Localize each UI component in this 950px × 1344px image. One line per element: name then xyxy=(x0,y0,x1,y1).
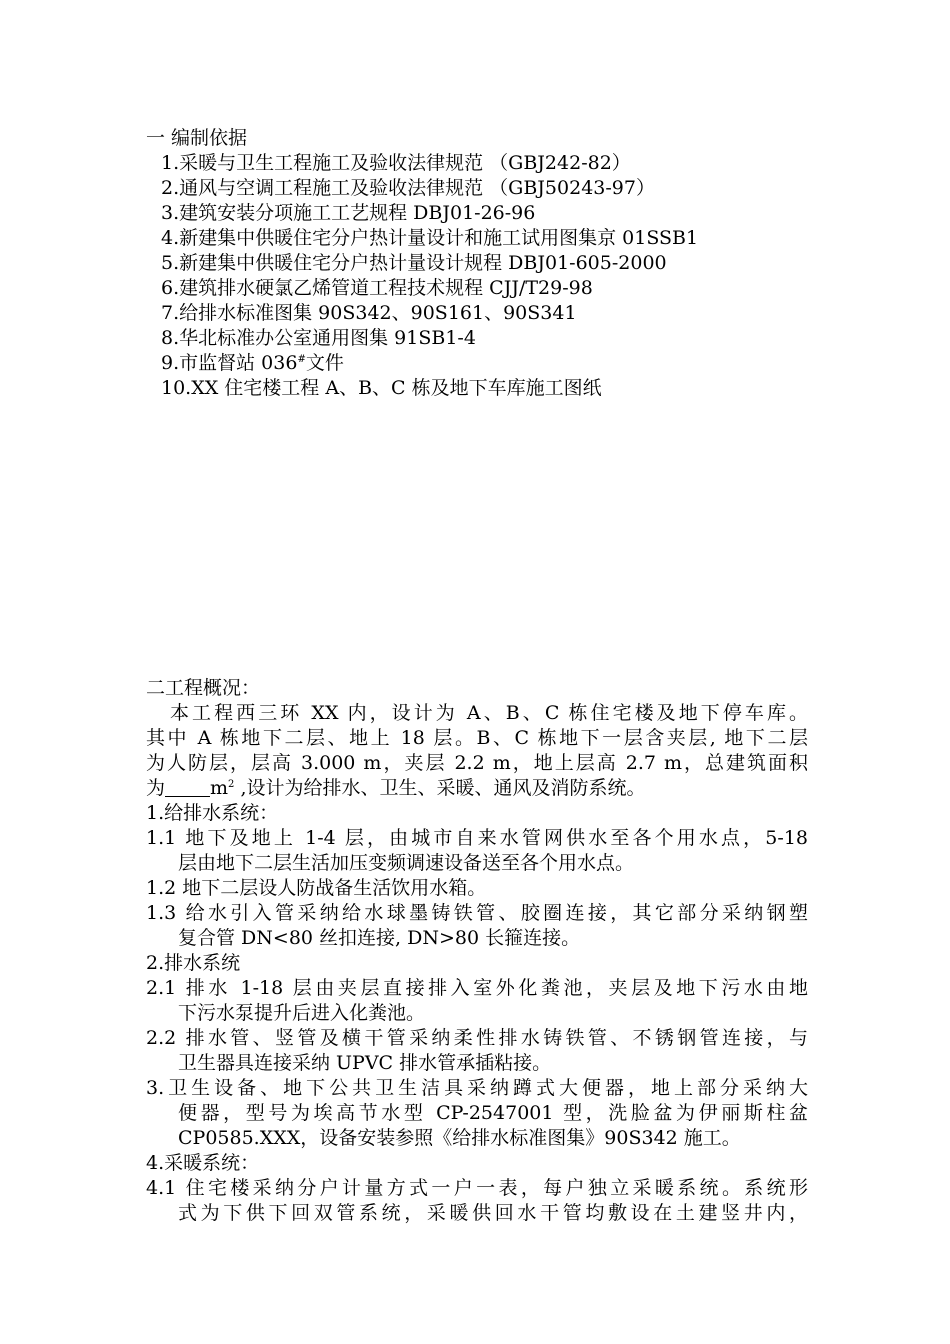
body-line: 卫生器具连接采纳 UPVC 排水管承插粘接。 xyxy=(178,1052,552,1074)
area-unit-sup: 2 xyxy=(228,779,235,790)
body-line: 1.1 地下及地上 1-4 层，由城市自来水管网供水至各个用水点，5-18 xyxy=(146,827,808,849)
body-line: 1.3 给水引入管采纳给水球墨铸铁管、胶圈连接，其它部分采纳钢塑 xyxy=(146,902,808,924)
body-line: 3.卫生设备、地下公共卫生洁具采纳蹲式大便器，地上部分采纳大 xyxy=(146,1077,808,1099)
body-line: 复合管 DN<80 丝扣连接, DN>80 长箍连接。 xyxy=(178,927,581,949)
body-line: 2.2 排水管、竖管及横干管采纳柔性排水铸铁管、不锈钢管连接，与 xyxy=(146,1027,808,1049)
body-line: 层由地下二层生活加压变频调速设备送至各个用水点。 xyxy=(178,852,635,874)
basis-item: 2.通风与空调工程施工及验收法律规范 （GBJ50243-97） xyxy=(161,177,655,199)
subsection-heading: 2.排水系统 xyxy=(146,952,241,974)
body-line: 1.2 地下二层设人防战备生活饮用水箱。 xyxy=(146,877,487,899)
basis-item: 4.新建集中供暖住宅分户热计量设计和施工试用图集京 01SSB1 xyxy=(161,227,699,249)
subsection-heading: 4.采暖系统： xyxy=(146,1152,260,1174)
basis-item: 1.采暖与卫生工程施工及验收法律规范 （GBJ242-82） xyxy=(161,152,631,174)
basis-item-9-sup: # xyxy=(297,354,306,365)
intro-line: 为人防层，层高 3.000 m，夹层 2.2 m，地上层高 2.7 m，总建筑面积 xyxy=(146,752,808,774)
basis-item: 5.新建集中供暖住宅分户热计量设计规程 DBJ01-605-2000 xyxy=(161,252,667,274)
basis-item: 10.XX 住宅楼工程 A、B、C 栋及地下车库施工图纸 xyxy=(161,377,602,399)
body-line: 便器，型号为埃高节水型 CP-2547001 型，洗脸盆为伊丽斯柱盆 xyxy=(178,1102,808,1124)
basis-item-9-suffix: 文件 xyxy=(305,352,344,374)
basis-item: 3.建筑安装分项施工工艺规程 DBJ01-26-96 xyxy=(161,202,536,224)
intro-line: 其中 A 栋地下二层、地上 18 层。B、C 栋地下一层含夹层, 地下二层 xyxy=(146,727,808,749)
basis-item: 7.给排水标准图集 90S342、90S161、90S341 xyxy=(161,302,577,324)
basis-item: 6.建筑排水硬氯乙烯管道工程技术规程 CJJ/T29-98 xyxy=(161,277,593,299)
intro-suffix: ,设计为给排水、卫生、采暖、通风及消防系统。 xyxy=(234,777,646,799)
body-line: CP0585.XXX，设备安装参照《给排水标准图集》90S342 施工。 xyxy=(178,1127,741,1149)
intro-line: 本工程西三环 XX 内，设计为 A、B、C 栋住宅楼及地下停车库。 xyxy=(170,702,808,724)
area-blank xyxy=(165,778,210,797)
body-line: 4.1 住宅楼采纳分户计量方式一户一表，每户独立采暖系统。系统形 xyxy=(146,1177,808,1199)
intro-last-line xyxy=(146,776,646,801)
subsection-heading: 1.给排水系统： xyxy=(146,802,279,824)
area-unit: m xyxy=(210,777,229,799)
intro-prefix: 为 xyxy=(146,777,166,799)
section2-heading: 二工程概况： xyxy=(146,677,261,699)
body-line: 式为下供下回双管系统，采暖供回水干管均敷设在土建竖井内， xyxy=(178,1202,808,1224)
body-line: 下污水泵提升后进入化粪池。 xyxy=(178,1002,426,1024)
body-line: 2.1 排水 1-18 层由夹层直接排入室外化粪池，夹层及地下污水由地 xyxy=(146,977,808,999)
basis-item: 8.华北标准办公室通用图集 91SB1-4 xyxy=(161,327,476,349)
basis-item-9 xyxy=(161,351,344,376)
section1-heading: 一 编制依据 xyxy=(146,127,248,149)
basis-item-9-prefix: 9.市监督站 036 xyxy=(161,352,298,374)
